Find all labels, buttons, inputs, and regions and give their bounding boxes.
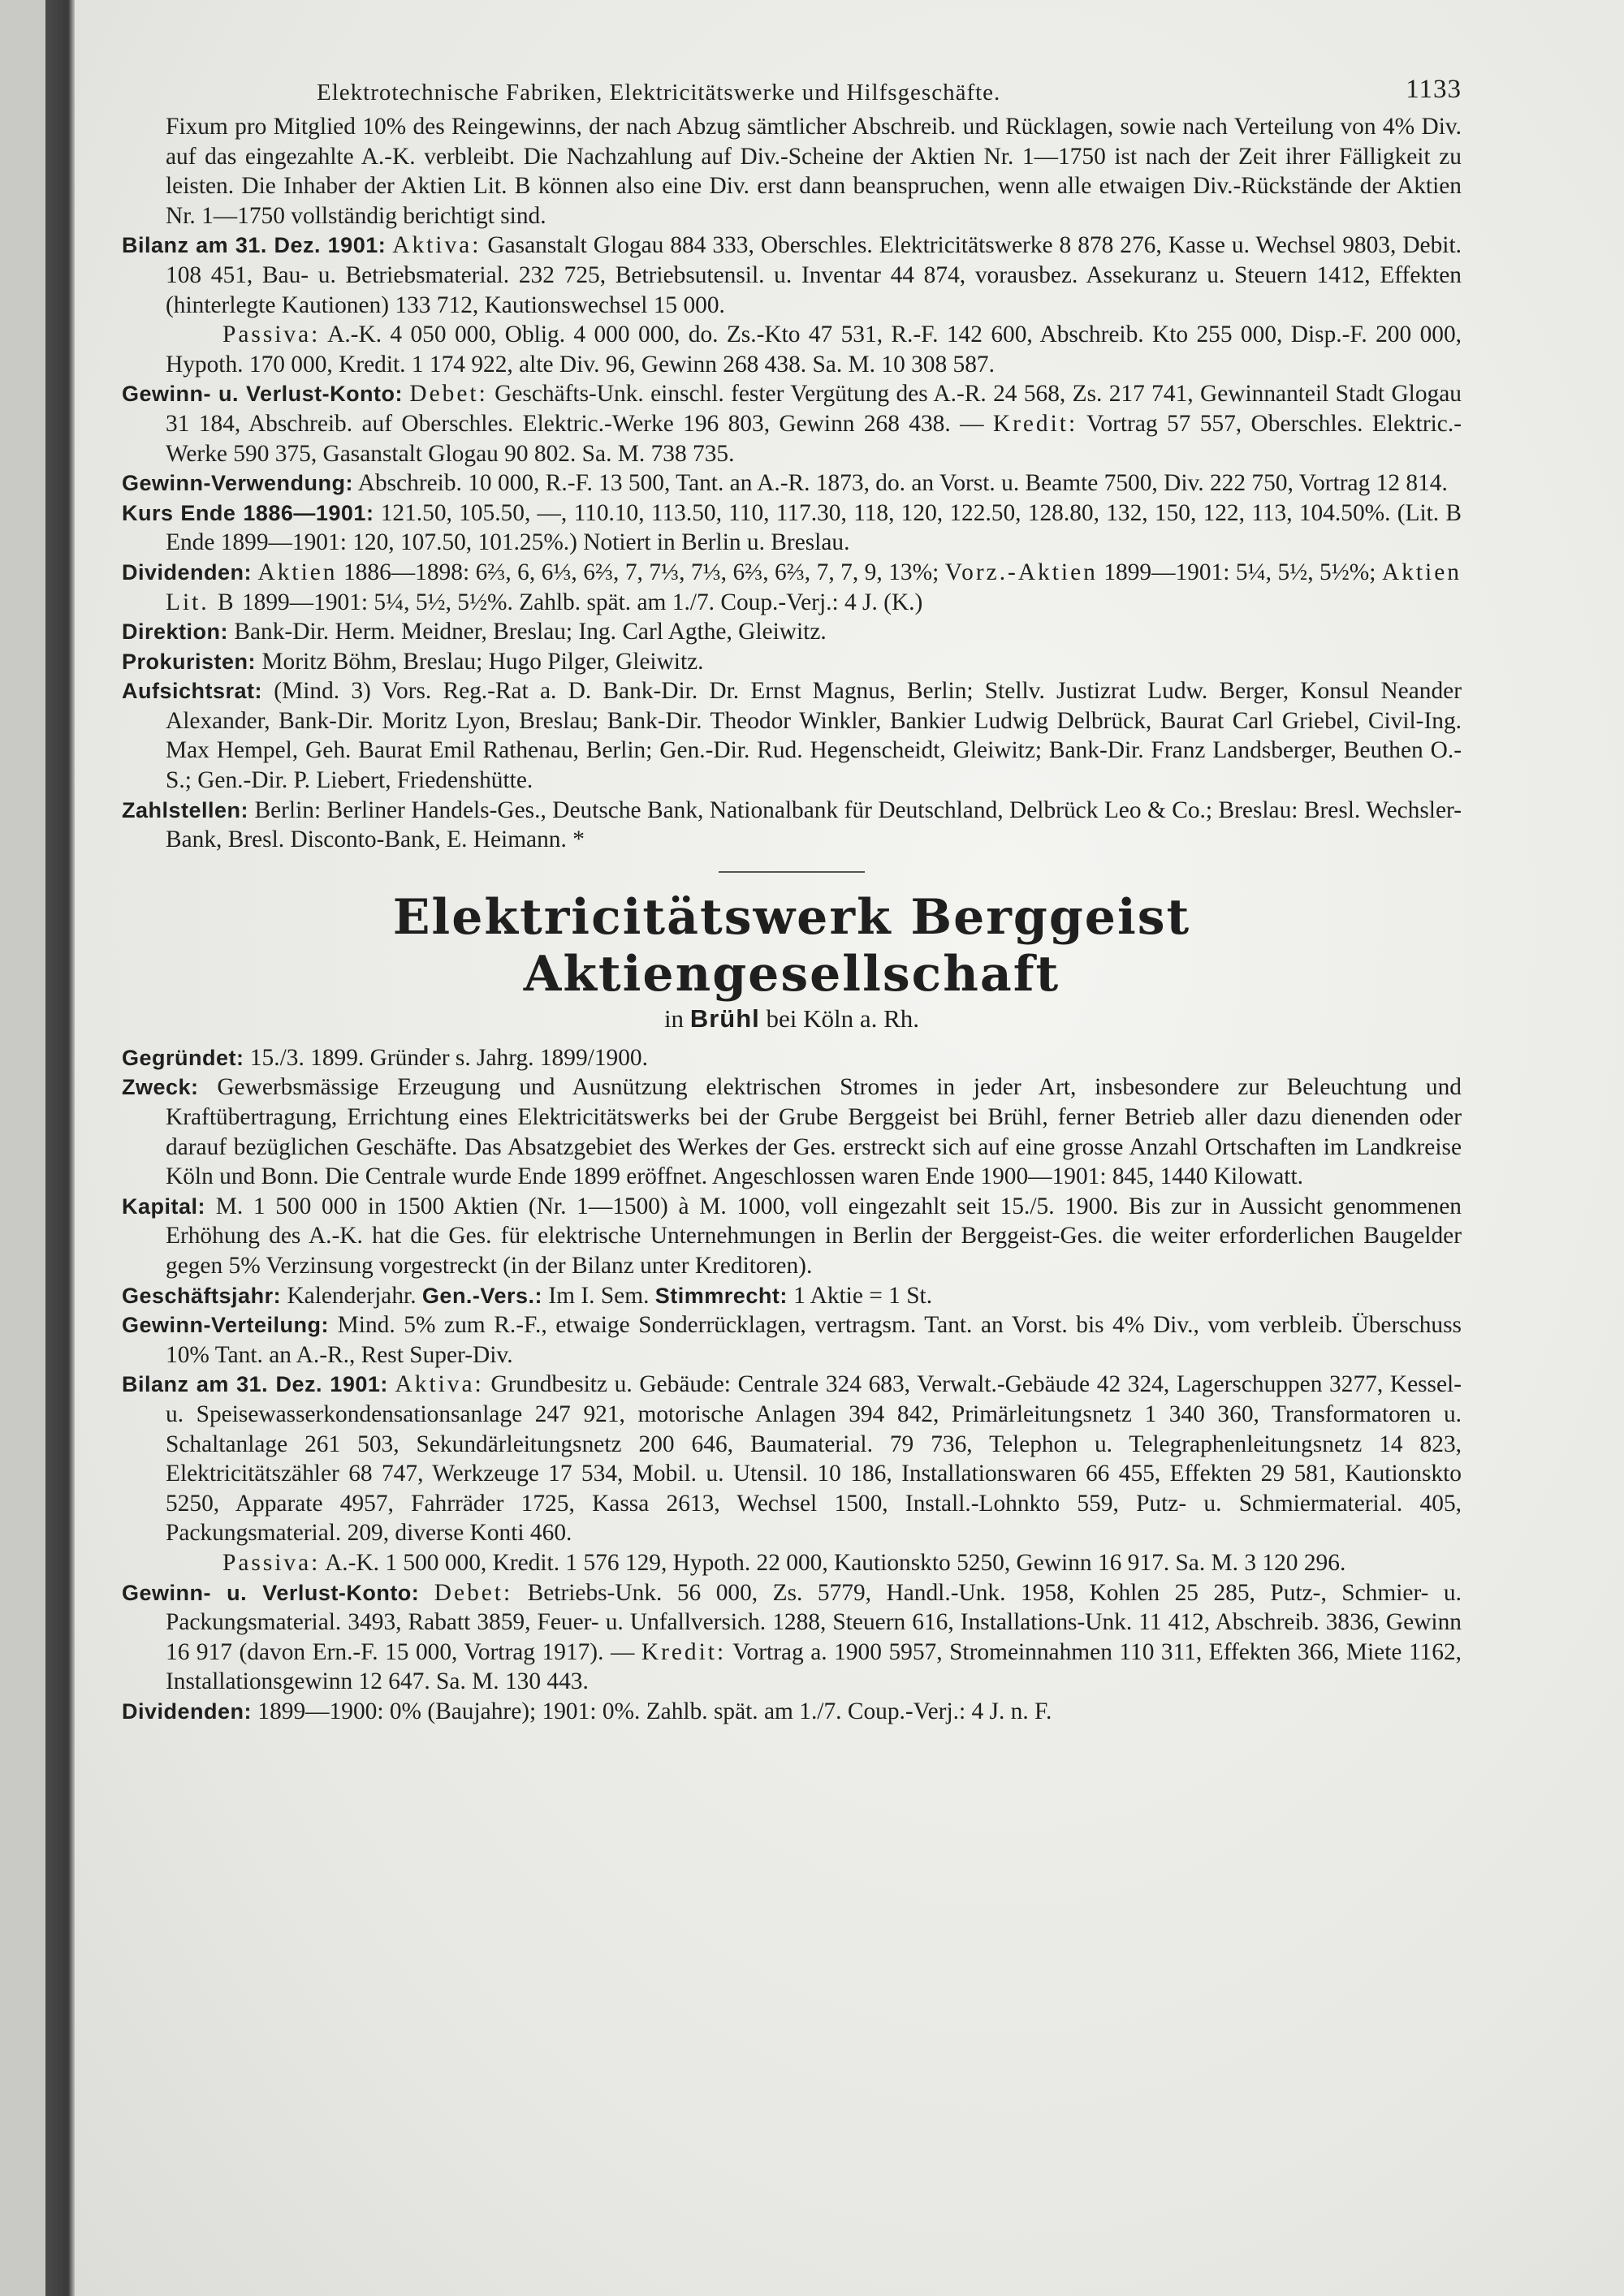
- asterisk-mark: *: [572, 826, 585, 853]
- passiva2-word: Passiva:: [222, 1549, 321, 1576]
- fixum-paragraph: [122, 112, 1462, 231]
- zweck-entry: [122, 1072, 1462, 1191]
- guv-kredit-text: Vortrag 57 557, Oberschles. Elektric.-Werke 590 375, Gasanstalt Glogau 90 802. Sa. M. 738 735.: [166, 410, 1462, 467]
- bilanz-label: Bilanz am 31. Dez. 1901:: [122, 233, 387, 258]
- gewinn-verwendung-text: Abschreib. 10 000, R.-F. 13 500, Tant. an A.-R. 1873, do. an Vorst. u. Beamte 7500, Div. 222 750, Vortrag 12 814.: [357, 470, 1448, 497]
- bilanz-aktiva-text: Gasanstalt Glogau 884 333, Oberschles. Elektricitätswerke 8 878 276, Kasse u. Wechsel 9803, Debit. 108 451, Bau- u. Betriebsmaterial. 232 725, Betriebsutensil. u. Inventar 44 874, vorausbez. Assekuranz u. Steuern 1412, Effekten (hinterlegte Kautionen) 133 712, Kautionswechsel 15 000.: [166, 232, 1462, 318]
- geschaeftsjahr-entry: [122, 1281, 1462, 1311]
- kapital-entry: [122, 1192, 1462, 1281]
- kapital-text: M. 1 500 000 in 1500 Aktien (Nr. 1—1500) à M. 1000, voll eingezahlt seit 15./5. 1900. Bis zur in Aussicht genommenen Erhöhung des A.-K. hat die Ges. für elektrische Unternehmungen in Berlin der Berggeist-Ges. die weiter erforderlichen Baugelder gegen 5% Verzinsung vorgestreckt (in der Bilanz unter Kreditoren).: [166, 1193, 1462, 1279]
- guv-label: Gewinn- u. Verlust-Konto:: [122, 382, 404, 407]
- zahlstellen-text: Berlin: Berliner Handels-Ges., Deutsche Bank, Nationalbank für Deutschland, Delbrück Leo & Co.; Breslau: Bresl. Wechsler-Bank, Bresl. Disconto-Bank, E. Heimann.: [166, 796, 1462, 853]
- bilanz-passiva-text: A.-K. 4 050 000, Oblig. 4 000 000, do. Zs.-Kto 47 531, R.-F. 142 600, Abschreib. Kto 255 000, Disp.-F. 200 000, Hypoth. 170 000, Kredit. 1 174 922, alte Div. 96, Gewinn 268 438. Sa. M. 10 308 587.: [166, 322, 1462, 378]
- gegruendet-label: Gegründet:: [122, 1045, 244, 1070]
- bilanz2-label: Bilanz am 31. Dez. 1901:: [122, 1372, 388, 1397]
- location-in: in: [663, 1003, 685, 1033]
- passiva2-entry: [122, 1548, 1462, 1578]
- direktion-label: Direktion:: [122, 619, 229, 645]
- genvers-text: Im I. Sem.: [548, 1282, 650, 1309]
- guv2-label: Gewinn- u. Verlust-Konto:: [122, 1580, 420, 1605]
- aktiva-word: Aktiva:: [392, 232, 482, 259]
- stimmrecht-text: 1 Aktie = 1 St.: [793, 1282, 933, 1309]
- gewinn-verteilung-entry: [122, 1310, 1462, 1370]
- aufsichtsrat-text: (Mind. 3) Vors. Reg.-Rat a. D. Bank-Dir. Dr. Ernst Magnus, Berlin; Stellv. Justizrat Ludw. Berger, Konsul Neander Alexander, Bank-Dir. Moritz Lyon, Breslau; Bank-Dir. Theodor Winkler, Bankier Ludwig Delbrück, Baurat Carl Griebel, Civil-Ing. Max Hempel, Geh. Baurat Emil Rathenau, Berlin; Gen.-Dir. Rud. Hegenscheidt, Gleiwitz; Bank-Dir. Franz Landsberger, Beuthen O.-S.; Gen.-Dir. P. Liebert, Friedenshütte.: [166, 678, 1462, 794]
- dividenden-entry: [122, 558, 1462, 617]
- zweck-label: Zweck:: [122, 1075, 199, 1100]
- passiva-word: Passiva:: [222, 322, 321, 348]
- fixum-text: Fixum pro Mitglied 10% des Reingewinns, der nach Abzug sämtlicher Abschreib. und Rücklagen, sowie nach Verteilung von 4% Div. auf das eingezahlte A.-K. verbleibt. Die Nachzahlung auf Div.-Scheine der Aktien Nr. 1—1750 ist nach der Zeit ihrer Fälligkeit zu leisten. Die Inhaber der Aktien Lit. B können also eine Div. erst dann beanspruchen, wenn alle etwaigen Div.-Rückstände der Aktien Nr. 1—1750 vollständig berichtigt sind.: [166, 114, 1462, 229]
- debet2-word: Debet:: [434, 1579, 513, 1606]
- location-rest: bei Köln a. Rh.: [766, 1003, 920, 1033]
- dividenden-label: Dividenden:: [122, 559, 253, 585]
- kurs-text: 121.50, 105.50, —, 110.10, 113.50, 110, 117.30, 118, 120, 122.50, 128.80, 132, 150, 122, 113, 104.50%. (Lit. B Ende 1899—1901: 120, 107.50, 101.25%.) Notiert in Berlin u. Breslau.: [166, 499, 1462, 556]
- page-content: [122, 75, 1462, 1727]
- passiva-entry: [122, 320, 1462, 379]
- bilanz2-entry: [122, 1370, 1462, 1548]
- company-location: [122, 1003, 1462, 1035]
- genvers-label: Gen.-Vers.:: [421, 1283, 542, 1308]
- dividenden2-label: Dividenden:: [122, 1698, 253, 1724]
- zweck-text: Gewerbsmässige Erzeugung und Ausnützung elektrischen Stromes in jeder Art, insbesondere zur Beleuchtung und Kraftübertragung, Errichtung eines Elektricitätswerks bei der Grube Berggeist bei Brühl, ferner Betrieb aller dazu dienenden oder darauf bezüglichen Geschäfte. Das Absatzgebiet des Werkes der Ges. erstreckt sich auf eine grosse Anzahl Ortschaften im Landkreise Köln und Bonn. Die Centrale wurde Ende 1899 eröffnet. Angeschlossen waren Ende 1900—1901: 845, 1440 Kilowatt.: [166, 1074, 1462, 1190]
- vorz-aktien-word: Vorz.-Aktien: [944, 559, 1098, 585]
- kapital-label: Kapital:: [122, 1193, 206, 1219]
- prokuristen-entry: [122, 647, 1462, 677]
- direktion-text: Bank-Dir. Herm. Meidner, Breslau; Ing. Carl Agthe, Gleiwitz.: [234, 619, 827, 645]
- aufsichtsrat-entry: [122, 676, 1462, 795]
- zahlstellen-entry: [122, 796, 1462, 855]
- guv-debet-text: Geschäfts-Unk. einschl. fester Vergütung des A.-R. 24 568, Zs. 217 741, Gewinnanteil Stadt Glogau 31 184, Abschreib. auf Oberschles. Elektric.-Werke 196 803, Gewinn 268 438. —: [166, 381, 1462, 437]
- gewinn-verteilung-label: Gewinn-Verteilung:: [122, 1313, 330, 1338]
- geschaeftsjahr-label: Geschäftsjahr:: [122, 1283, 282, 1308]
- dividenden-c-text: 1899—1901: 5¼, 5½, 5½%. Zahlb. spät. am 1./7. Coup.-Verj.: 4 J. (K.): [241, 589, 923, 615]
- geschaeftsjahr-text: Kalenderjahr.: [287, 1282, 417, 1309]
- bilanz-entry: [122, 231, 1462, 320]
- company-title: Elektricitätswerk Berggeist Aktiengesellschaft: [392, 888, 1191, 1003]
- gegruendet-text: 15./3. 1899. Gründer s. Jahrg. 1899/1900.: [249, 1044, 648, 1071]
- location-town: Brühl: [689, 1003, 760, 1033]
- kredit-word: Kredit:: [992, 410, 1078, 437]
- prokuristen-label: Prokuristen:: [122, 649, 257, 674]
- guv2-kredit-text: Vortrag a. 1900 5957, Stromeinnahmen 110 311, Effekten 366, Miete 1162, Installationsgewinn 12 647. Sa. M. 130 443.: [166, 1638, 1462, 1695]
- kredit2-word: Kredit:: [641, 1638, 727, 1665]
- gegruendet-entry: [122, 1043, 1462, 1073]
- aktien-word: Aktien: [257, 559, 338, 585]
- debet-word: Debet:: [409, 381, 488, 408]
- section-divider: [719, 871, 865, 873]
- bilanz2-passiva-text: A.-K. 1 500 000, Kredit. 1 576 129, Hypoth. 22 000, Kautionskto 5250, Gewinn 16 917. Sa. M. 3 120 296.: [325, 1549, 1346, 1576]
- dividenden2-text: 1899—1900: 0% (Baujahre); 1901: 0%. Zahlb. spät. am 1./7. Coup.-Verj.: 4 J. n. F.: [257, 1698, 1052, 1724]
- book-binding-edge: [0, 0, 75, 2296]
- dividenden-b-text: 1899—1901: 5¼, 5½, 5½%;: [1104, 559, 1376, 585]
- gewinn-verteilung-text: Mind. 5% zum R.-F., etwaige Sonderrücklagen, vertragsm. Tant. an Vorst. bis 4% Div., vom verbleib. Überschuss 10% Tant. an A.-R., Rest Super-Div.: [166, 1312, 1462, 1368]
- page-number: 1133: [1406, 75, 1462, 104]
- dividenden2-entry: [122, 1697, 1462, 1727]
- stimmrecht-label: Stimmrecht:: [654, 1283, 788, 1308]
- prokuristen-text: Moritz Böhm, Breslau; Hugo Pilger, Gleiwitz.: [261, 648, 704, 675]
- guv-entry: [122, 379, 1462, 468]
- gewinn-verwendung-entry: [122, 468, 1462, 498]
- guv2-entry: [122, 1578, 1462, 1697]
- dividenden-a-text: 1886—1898: 6⅔, 6, 6⅓, 6⅔, 7, 7⅓, 7⅓, 6⅔, 6⅔, 7, 7, 9, 13%;: [343, 559, 939, 585]
- running-head-title: Elektrotechnische Fabriken, Elektricitätswerke und Hilfsgeschäfte.: [317, 80, 1001, 106]
- gewinn-verwendung-label: Gewinn-Verwendung:: [122, 471, 354, 496]
- kurs-entry: [122, 498, 1462, 558]
- aufsichtsrat-label: Aufsichtsrat:: [122, 679, 263, 704]
- bilanz2-aktiva-text: Grundbesitz u. Gebäude: Centrale 324 683, Verwalt.-Gebäude 42 324, Lagerschuppen 3277, Kessel- u. Speisewasserkondensationsanlage 247 921, motorische Anlagen 394 842, Primärleitungsnetz 1 340 360, Transformatoren u. Schaltanlage 261 503, Sekundärleitungsnetz 200 646, Baumaterial. 79 736, Telephon u. Telegraphenleitungsnetz 14 823, Elektricitätszähler 68 747, Werkzeuge 17 534, Mobil. u. Utensil. 10 186, Installationswaren 66 455, Effekten 29 581, Kautionskto 5250, Apparate 4957, Fahrräder 1725, Kassa 2613, Wechsel 1500, Install.-Lohnkto 559, Putz- u. Schmiermaterial. 405, Packungsmaterial. 209, diverse Konti 460.: [166, 1371, 1462, 1547]
- direktion-entry: [122, 617, 1462, 647]
- guv2-debet-text: Betriebs-Unk. 56 000, Zs. 5779, Handl.-Unk. 1958, Kohlen 25 285, Putz-, Schmier- u. Packungsmaterial. 3493, Rabatt 3859, Feuer- u. Unfallversich. 1288, Steuern 616, Installations-Unk. 11 412, Abschreib. 3836, Gewinn 16 917 (davon Ern.-F. 15 000, Vortrag 1917). —: [166, 1579, 1462, 1665]
- aktien-litb-word: Aktien Lit. B: [166, 559, 1462, 615]
- running-head: [122, 75, 1462, 112]
- kurs-label: Kurs Ende 1886—1901:: [122, 500, 374, 525]
- aktiva2-word: Aktiva:: [395, 1371, 484, 1398]
- zahlstellen-label: Zahlstellen:: [122, 797, 249, 822]
